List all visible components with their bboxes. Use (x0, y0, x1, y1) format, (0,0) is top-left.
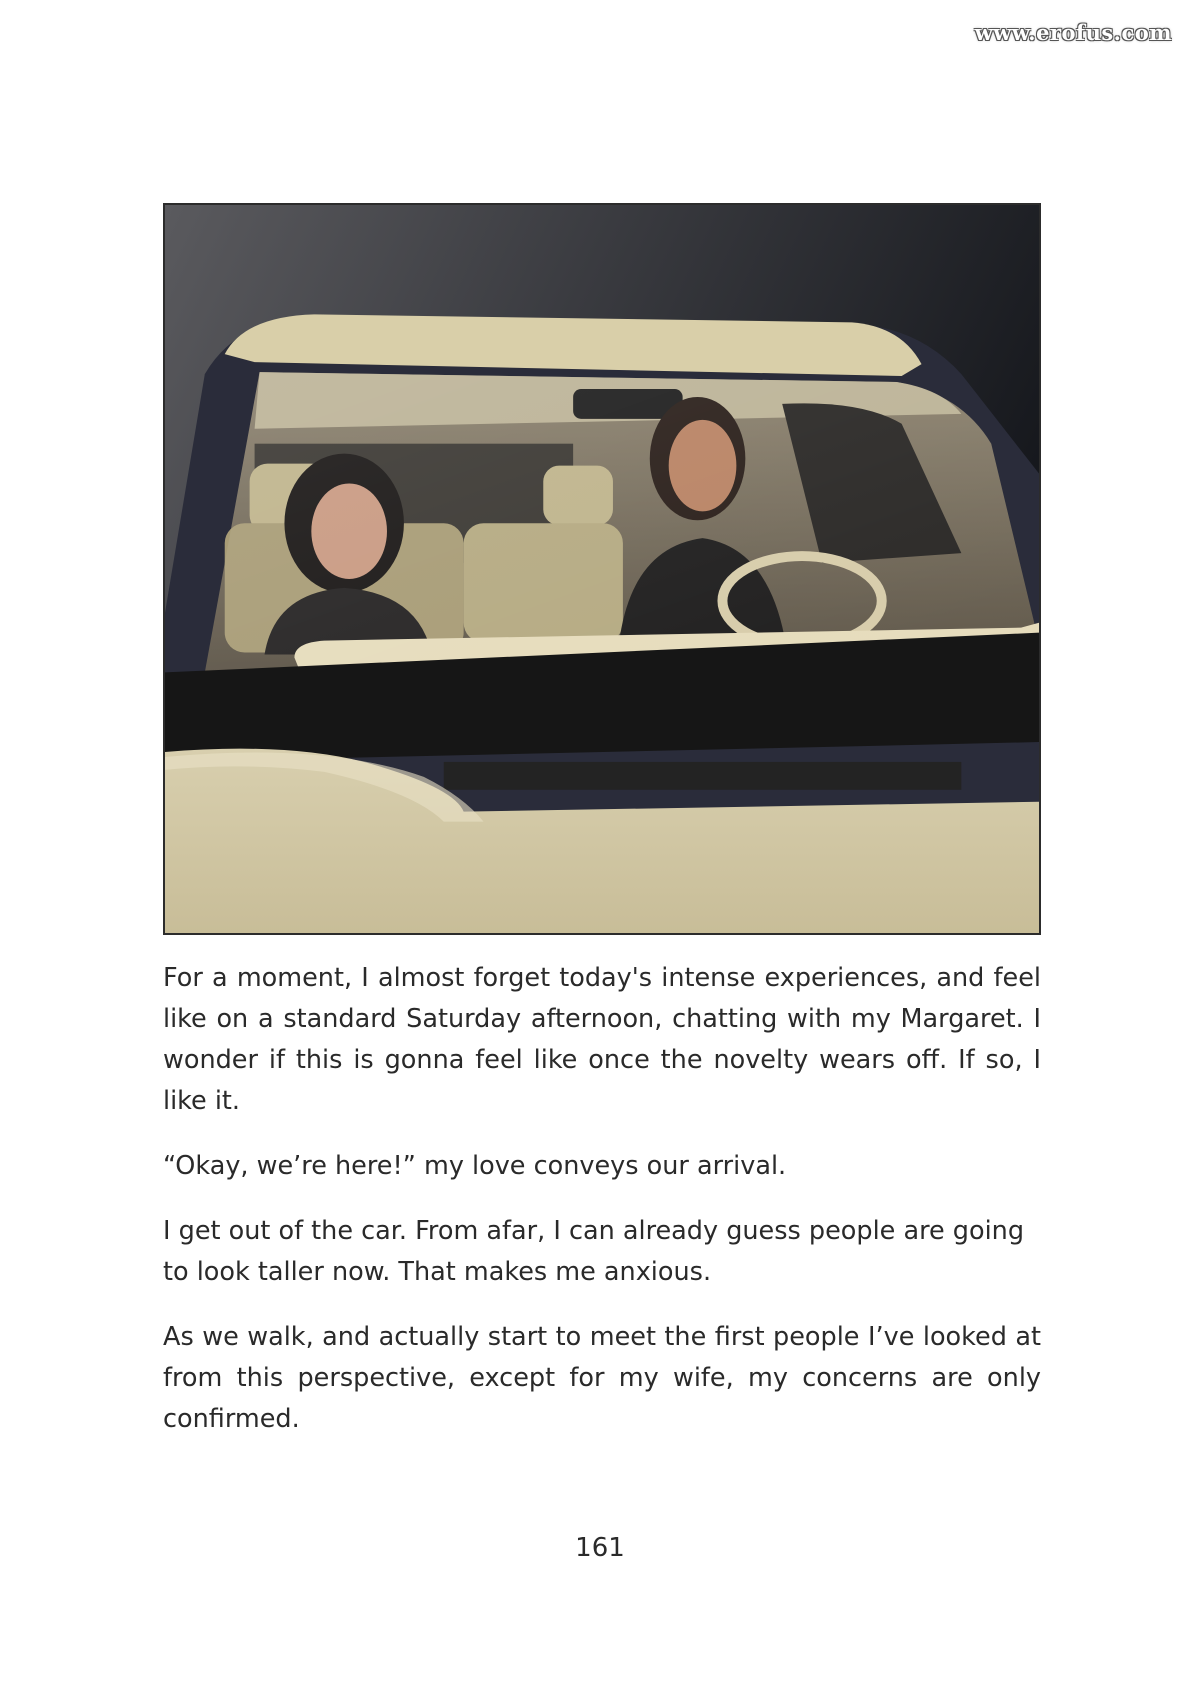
paragraph-1: For a moment, I almost forget today's intense experiences, and feel like on a standard Saturday afternoon, chatting with my Margaret. I wonder if this is gonna feel like once the novelty wears off. If so, I like it. (163, 963, 1041, 1116)
hood-vent (444, 762, 962, 790)
watermark: www.erofus.com (974, 20, 1172, 45)
paragraph-3: I get out of the car. From afar, I can already guess people are going to look taller now. That makes me anxious. (163, 1216, 1025, 1287)
page-number: 161 (575, 1533, 625, 1563)
car-scene-illustration (163, 203, 1041, 935)
story-text (163, 958, 1041, 1464)
car-scene-image (165, 205, 1039, 933)
paragraph-4: As we walk, and actually start to meet the first people I’ve looked at from this perspective, except for my wife, my concerns are only confirmed. (163, 1322, 1041, 1434)
windshield-glass (205, 372, 1039, 672)
paragraph-2: “Okay, we’re here!” my love conveys our arrival. (163, 1151, 787, 1181)
